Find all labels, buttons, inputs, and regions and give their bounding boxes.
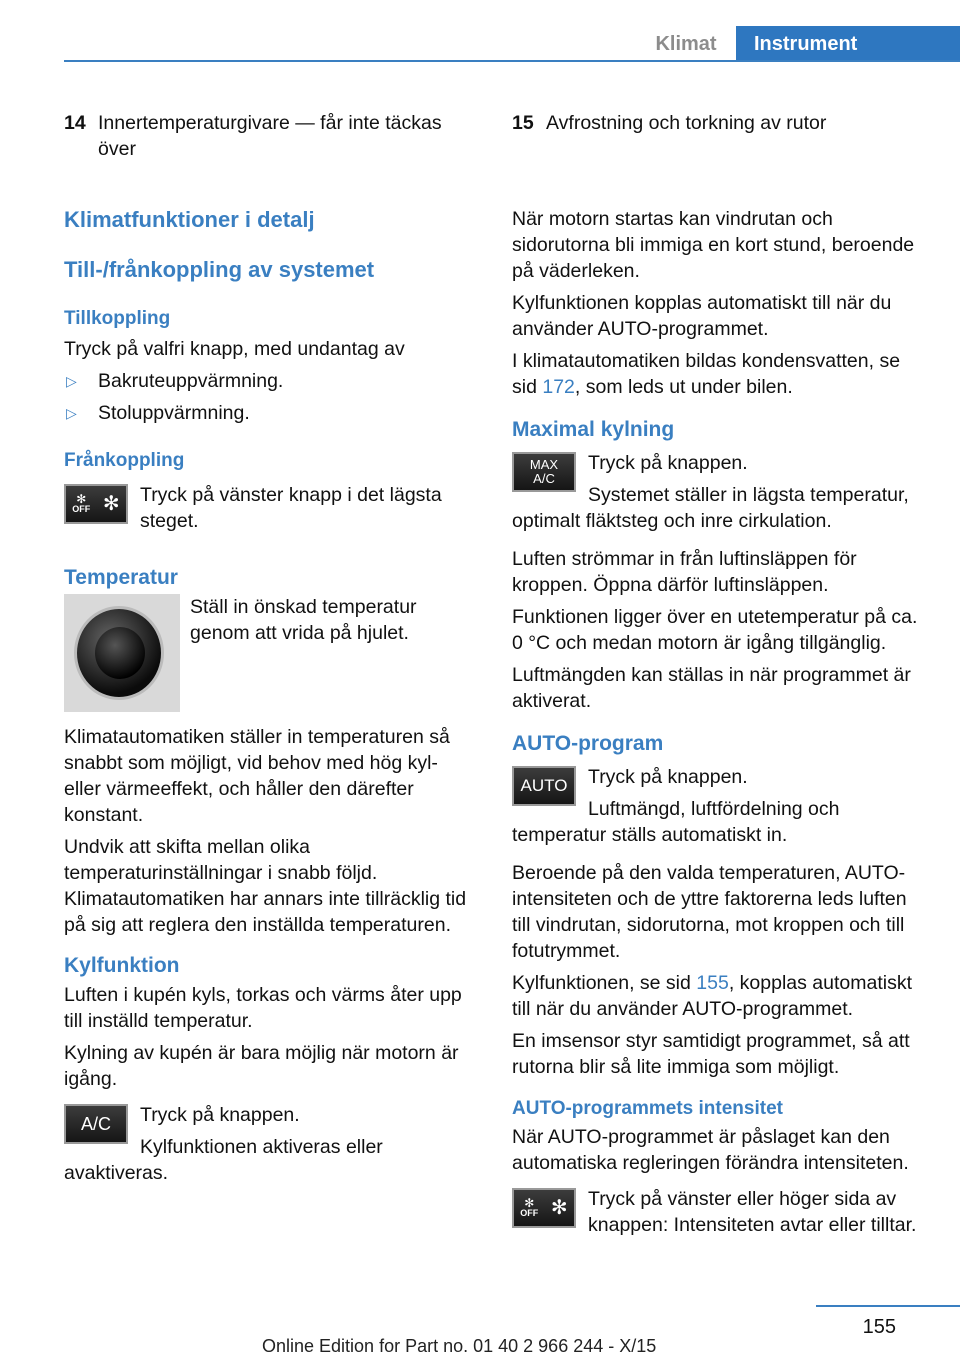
temperatur-text: Ställ in önskad temperatur genom att vrida på hjulet.: [190, 596, 417, 644]
header-tab-klimat[interactable]: Klimat: [655, 33, 717, 55]
temperatur-paragraph-1: Klimatautomatiken ställer in temperaturen så snabbt som möjligt, vid behov med hög kyl- eller värmeeffekt, och håller den därefter konstant.: [64, 726, 450, 826]
intensitet-paragraph-2: Tryck på vänster eller höger sida av knappen: Intensiteten avtar eller tilltar.: [588, 1188, 917, 1236]
intensitet-row: [512, 1186, 926, 1244]
legend-number: 14: [64, 112, 86, 134]
fan-button-icon: [64, 484, 128, 524]
fan-small-icon: ✻: [524, 1196, 535, 1210]
ac-row: [64, 1102, 476, 1186]
subheading-frankoppling: Frånkoppling: [64, 450, 185, 471]
right-paragraph-2: Kylfunktionen kopplas automatiskt till när du använder AUTO-programmet.: [512, 292, 892, 340]
fan-small-icon: ✻: [76, 492, 87, 506]
frankoppling-row: [64, 482, 476, 540]
header-rule: [64, 60, 960, 62]
footer-edition: Online Edition for Part no. 01 40 2 966 244 - X/15: [262, 1336, 657, 1356]
text-span: , kopplas automatiskt till när du använder AUTO-programmet.: [512, 972, 913, 1020]
tillkoppling-text: Tryck på valfri knapp, med undantag av: [64, 338, 405, 360]
fan-off-label: OFF: [520, 1208, 539, 1218]
fan-large-icon: ✻: [102, 493, 120, 515]
bullet-triangle-icon: ▷: [66, 373, 77, 389]
max-ac-button-icon: MAX A/C: [512, 452, 576, 492]
ac-paragraph-1: Tryck på knappen.: [140, 1104, 300, 1126]
ac-button-icon: A/C: [64, 1104, 128, 1144]
section-heading-klimatfunktioner: Klimatfunktioner i detalj: [64, 207, 315, 232]
page-link-155[interactable]: 155: [696, 972, 729, 994]
auto-paragraph-1: Tryck på knappen.: [588, 766, 748, 788]
auto-paragraph-4: [512, 970, 926, 1022]
legend-number: 15: [512, 112, 534, 134]
right-paragraph-3: [512, 348, 926, 400]
subheading-tillkoppling: Tillkoppling: [64, 308, 171, 329]
section-heading-temperatur: Temperatur: [64, 566, 178, 589]
text-span: , som leds ut under bilen.: [574, 376, 793, 398]
section-heading-maximal-kylning: Maximal kylning: [512, 418, 675, 441]
temperature-knob-image: [64, 594, 180, 712]
subheading-auto-intensitet: AUTO-programmets intensitet: [512, 1098, 783, 1119]
auto-row: [512, 764, 926, 848]
ac-paragraph-2: Kylfunktionen aktiveras eller avaktiveras.: [64, 1136, 383, 1184]
bullet-item: [64, 400, 476, 426]
max-row: [512, 450, 926, 534]
fan-button-icon: [512, 1188, 576, 1228]
section-heading-auto-program: AUTO-program: [512, 732, 664, 755]
frankoppling-text: Tryck på vänster knapp i det lägsta steget.: [140, 484, 442, 532]
text-span: Kylfunktionen, se sid: [512, 972, 697, 994]
bullet-text: Bakruteuppvärmning.: [98, 370, 284, 392]
text-span: I klimatautomatiken bildas kondensvatten, se sid: [512, 350, 901, 398]
right-paragraph-1: När motorn startas kan vindrutan och sidorutorna bli immiga en kort stund, beroende på väderleken.: [512, 208, 915, 282]
max-paragraph-3: Luften strömmar in från luftinsläppen för kroppen. Öppna därför luftinsläppen.: [512, 548, 857, 596]
fan-large-icon: ✻: [550, 1197, 568, 1219]
legend-item-15: [512, 110, 926, 136]
page-link-172[interactable]: 172: [542, 376, 575, 398]
auto-paragraph-3: Beroende på den valda temperaturen, AUTO-intensiteten och de yttre faktorerna leds luften till vindrutan, sidorutorna, mot kroppen och till fotutrymmet.: [512, 862, 907, 962]
auto-button-icon: AUTO: [512, 766, 576, 806]
bullet-triangle-icon: ▷: [66, 405, 77, 421]
section-heading-kylfunktion: Kylfunktion: [64, 954, 180, 977]
footer-rule: [816, 1305, 960, 1307]
section-heading-till-fran: Till-/frånkoppling av systemet: [64, 257, 375, 282]
knob-outer: [74, 606, 164, 700]
max-paragraph-1: Tryck på knappen.: [588, 452, 748, 474]
left-column: [64, 110, 476, 1192]
auto-paragraph-5: En imsensor styr samtidigt programmet, så att rutorna blir så lite immiga som möjligt.: [512, 1030, 910, 1078]
page-number: 155: [862, 1316, 896, 1338]
temperatur-paragraph-2: Undvik att skifta mellan olika temperaturinställningar i snabb följd. Klimatautomatiken har annars inte tillräcklig tid på sig att reglera den inställda temperaturen.: [64, 836, 467, 936]
legend-item-14: [64, 110, 476, 162]
temperatur-row: [64, 594, 476, 712]
intensitet-paragraph-1: När AUTO-programmet är påslaget kan den automatiska regleringen förändra intensiteten.: [512, 1126, 909, 1174]
legend-text: Innertemperaturgivare — får inte täckas över: [98, 112, 442, 160]
right-column: [512, 110, 926, 1244]
max-paragraph-2: Systemet ställer in lägsta temperatur, optimalt fläktsteg och inre cirkulation.: [512, 484, 909, 532]
kylfunktion-paragraph-2: Kylning av kupén är bara möjlig när motorn är igång.: [64, 1042, 459, 1090]
auto-paragraph-2: Luftmängd, luftfördelning och temperatur ställs automatiskt in.: [512, 798, 840, 846]
legend-text: Avfrostning och torkning av rutor: [546, 112, 827, 134]
bullet-item: [64, 368, 476, 394]
knob-inner: [95, 627, 145, 679]
fan-off-label: OFF: [72, 504, 91, 514]
max-paragraph-5: Luftmängden kan ställas in när programmet är aktiverat.: [512, 664, 911, 712]
kylfunktion-paragraph-1: Luften i kupén kyls, torkas och värms åter upp till inställd temperatur.: [64, 984, 462, 1032]
max-paragraph-4: Funktionen ligger över en utetemperatur på ca. 0 °C och medan motorn är igång tillgänglig.: [512, 606, 918, 654]
header-tab-instrument[interactable]: Instrument: [736, 26, 960, 62]
bullet-text: Stoluppvärmning.: [98, 402, 250, 424]
